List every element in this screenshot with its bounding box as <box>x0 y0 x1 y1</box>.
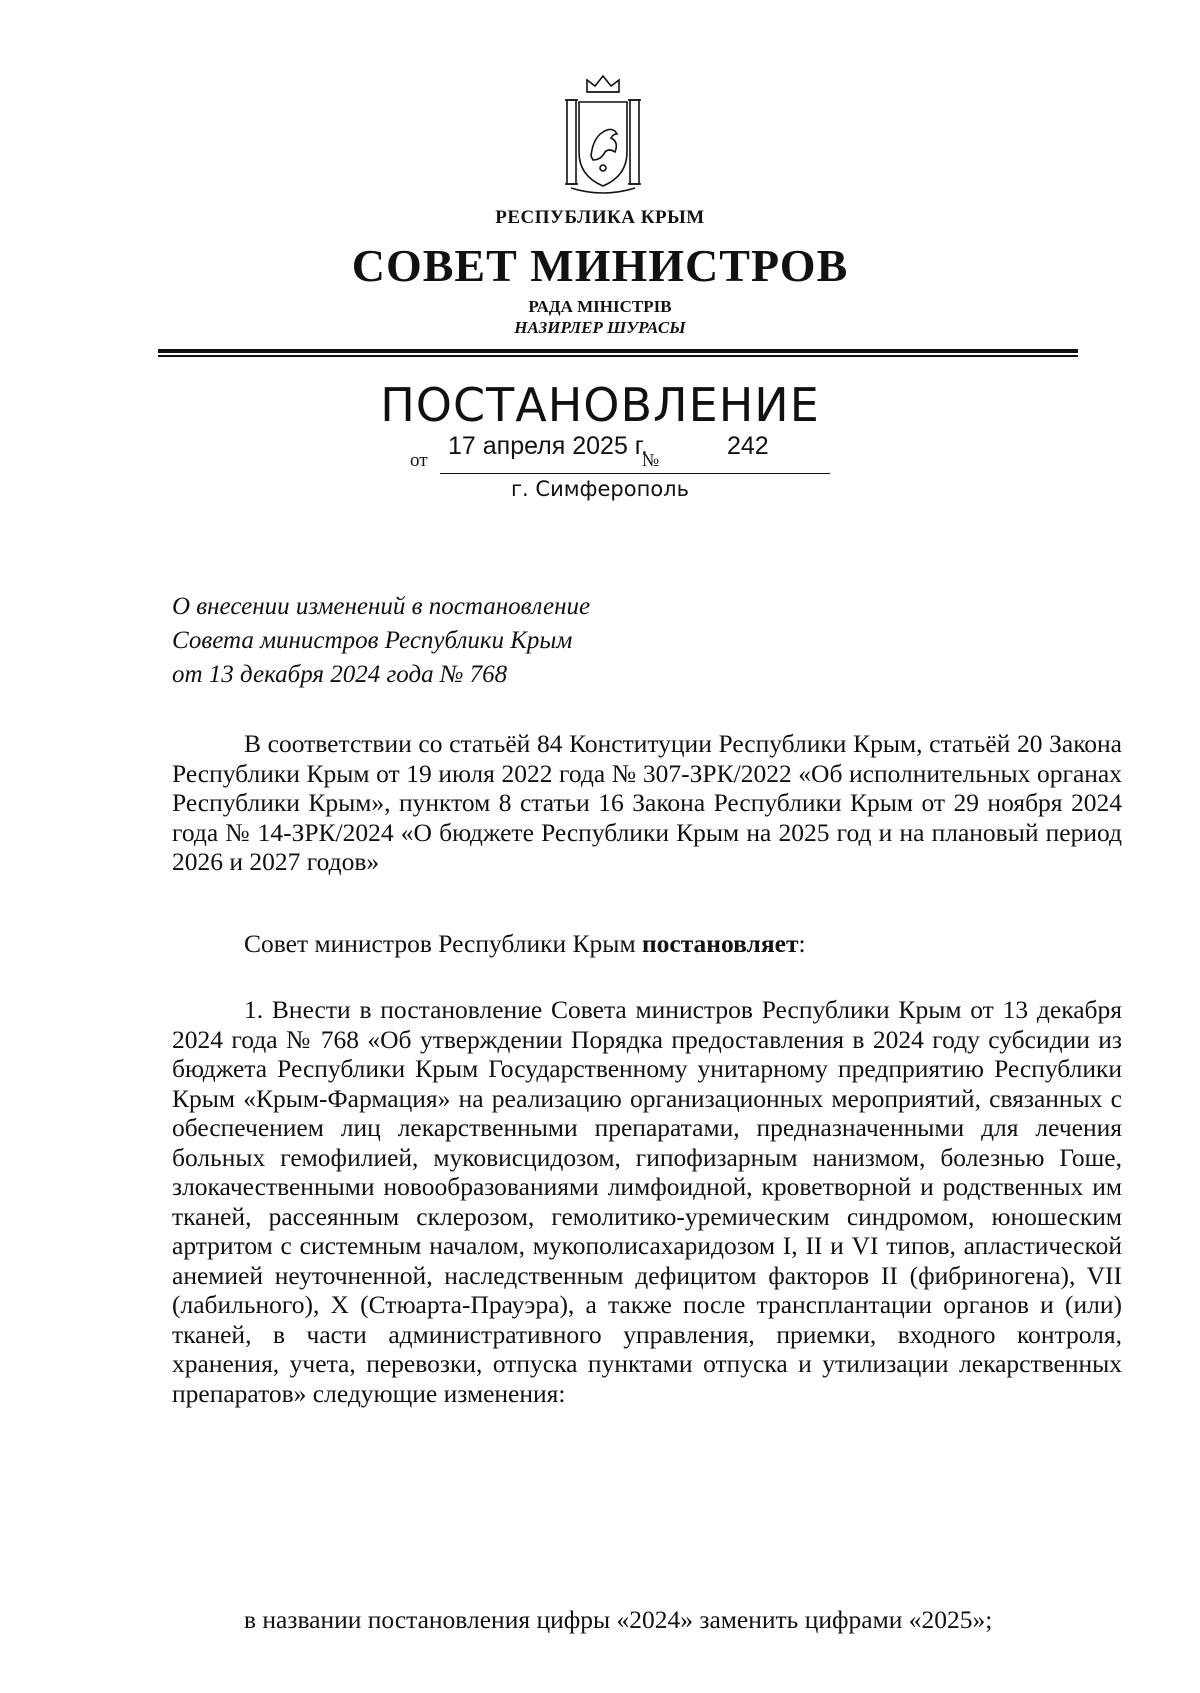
decree-subject <box>172 590 772 692</box>
amendment-paragraph: в названии постановления цифры «2024» заменить цифрами «2025»; <box>244 1605 993 1634</box>
clause-1-paragraph: 1. Внести в постановление Совета министров Республики Крым от 13 декабря 2024 года № 768 «Об утверждении Порядка предоставления в 2024 году субсидии из бюджета Республики Крым Государственному унитарному предприятию Республики Крым «Крым-Фармация» на реализацию организационных мероприятий, связанных с обеспечением лиц лекарственными препаратами, предназначенными для лечения больных гемофилией, муковисцидозом, гипофизарным нанизмом, болезнью Гоше, злокачественными новообразованиями лимфоидной, кроветворной и родственных им тканей, рассеянным склерозом, гемолитико-уремическим синдромом, юношеским артритом с системным началом, мукополисахаридозом I, II и VI типов, апластической анемией неуточненной, наследственным дефицитом факторов II (фибриногена), VII (лабильного), X (Стюарта-Прауэра), а также после трансплантации органов и (или) тканей, в части административного управления, приемки, входного контроля, хранения, учета, перевозки, отпуска пунктами отпуска и утилизации лекарственных препаратов» следующие изменения: <box>172 995 1122 1408</box>
date-prefix: от <box>410 450 428 471</box>
decree-title: ПОСТАНОВЛЕНИЕ <box>380 378 820 432</box>
date-underline <box>440 473 830 474</box>
preamble-paragraph: В соответствии со статьёй 84 Конституции Республики Крым, статьёй 20 Закона Республики Крым от 19 июля 2022 года № 307-ЗРК/2022 «Об исполнительных органах Республики Крым», пунктом 8 статьи 16 Закона Республики Крым от 29 ноября 2024 года № 14-ЗРК/2024 «О бюджете Республики Крым на 2025 год и на плановый период 2026 и 2027 годов» <box>172 729 1122 876</box>
resolution-verb: постановляет <box>641 929 799 958</box>
republic-name: РЕСПУБЛИКА КРЫМ <box>495 207 705 228</box>
council-title-ukrainian: РАДА МІНІСТРІВ <box>528 297 672 316</box>
subject-line-1: О внесении изменений в постановление <box>172 593 591 620</box>
decree-city: г. Симферополь <box>511 477 689 501</box>
decree-date-line <box>410 432 830 472</box>
crimea-coat-of-arms-icon <box>563 72 643 194</box>
resolution-paragraph <box>244 929 1122 959</box>
resolution-suffix: : <box>798 929 806 958</box>
number-sign: № <box>642 450 660 470</box>
subject-line-3: от 13 декабря 2024 года № 768 <box>172 661 508 688</box>
resolution-prefix: Совет министров Республики Крым <box>244 929 642 958</box>
council-title: СОВЕТ МИНИСТРОВ <box>351 240 849 291</box>
decree-number: 242 <box>727 432 769 460</box>
header-divider-thin <box>158 355 1078 357</box>
council-title-crimean-tatar: НАЗИРЛЕР ШУРАСЫ <box>514 318 686 337</box>
subject-line-2: Совета министров Республики Крым <box>172 627 573 654</box>
header-divider-thick <box>158 349 1078 353</box>
decree-date: 17 апреля 2025 г. <box>448 432 648 460</box>
